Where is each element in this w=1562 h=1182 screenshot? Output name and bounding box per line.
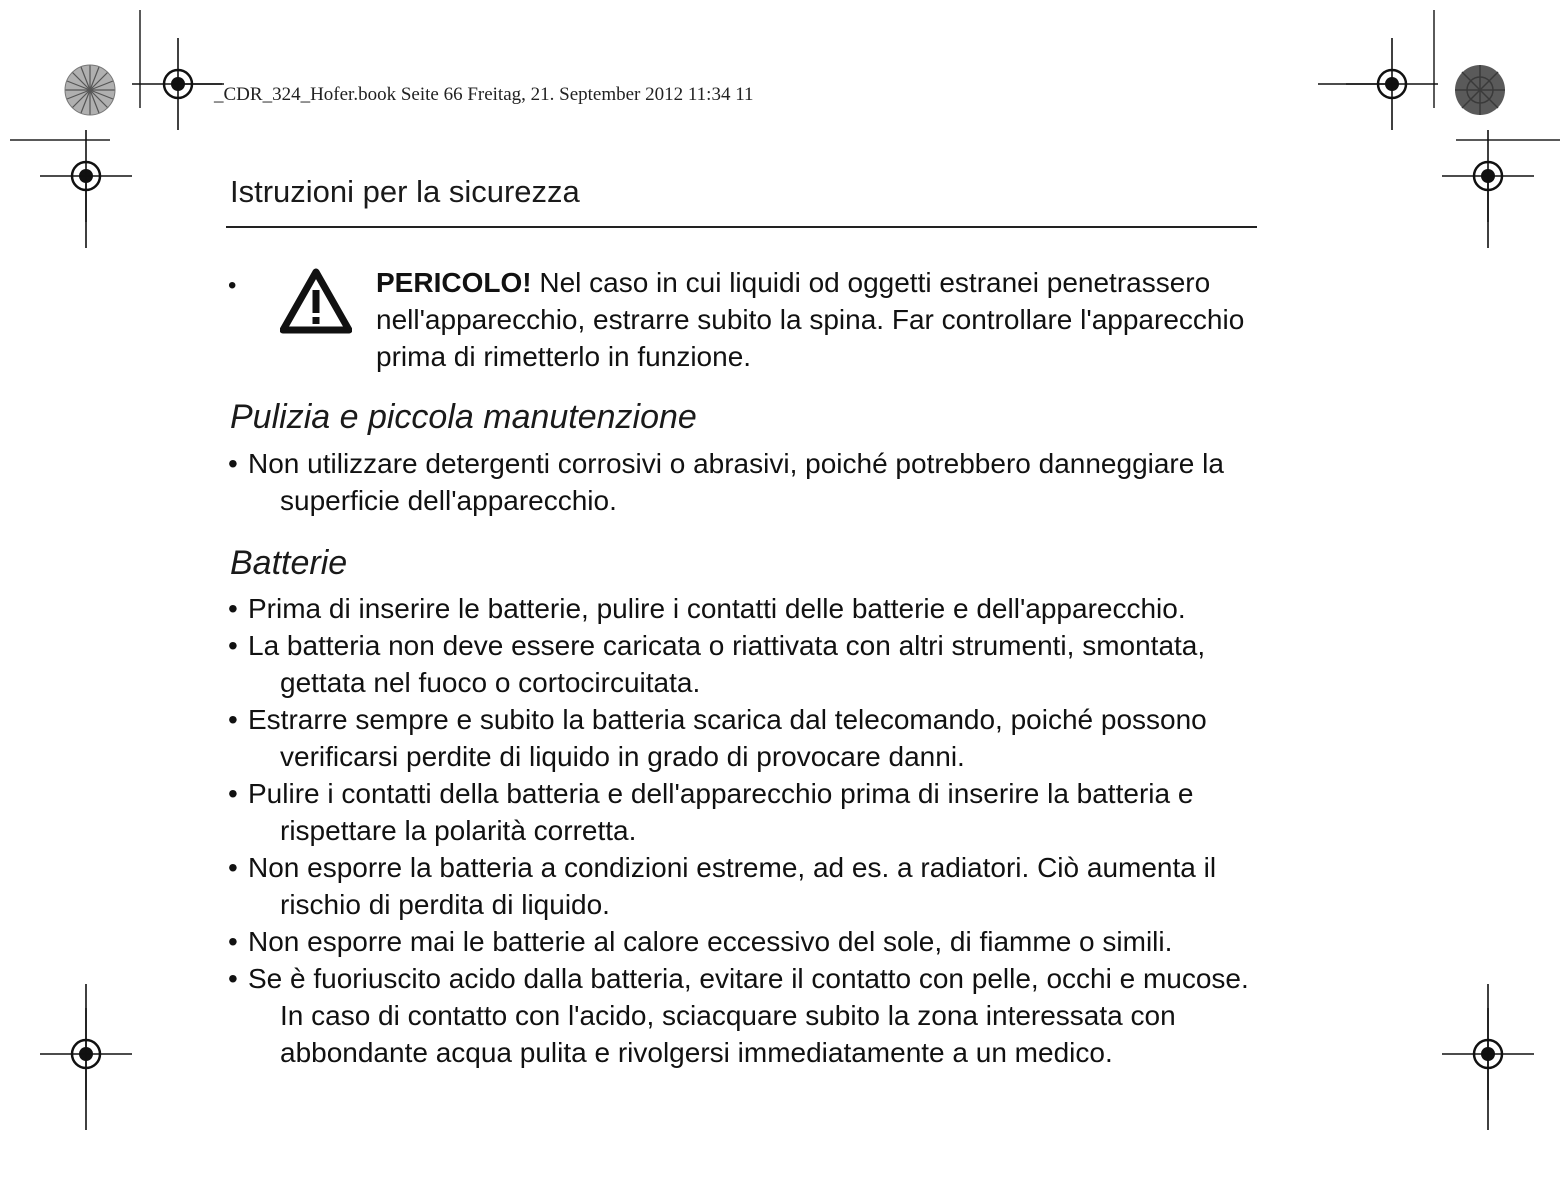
list-item: • Prima di inserire le batterie, pulire i contatti delle batterie e dell'apparecchio. — [228, 593, 1186, 624]
list-item: • Non esporre mai le batterie al calore eccessivo del sole, di fiamme o simili. — [228, 926, 1173, 957]
list-item: • Estrarre sempre e subito la batteria scarica dal telecomando, poiché possono verificarsi perdite di liquido in grado di provocare danni. — [228, 704, 1207, 772]
bullet: • — [228, 272, 237, 299]
list-item: • Non esporre la batteria a condizioni estreme, ad es. a radiatori. Ciò aumenta il rischio di perdita di liquido. — [228, 852, 1217, 920]
warning-body: Nel caso in cui liquidi od oggetti estranei penetrassero nell'apparecchio, estrarre subito la spina. Far controllare l'apparecchio prima di rimetterlo in funzione. — [376, 267, 1245, 372]
warning-text — [376, 264, 1256, 375]
list-item: • Pulire i contatti della batteria e dell'apparecchio prima di inserire la batteria e rispettare la polarità corretta. — [228, 778, 1194, 846]
color-wheel-icon — [1455, 65, 1505, 115]
list-item: • La batteria non deve essere caricata o riattivata con altri strumenti, smontata, gettata nel fuoco o cortocircuitata. — [228, 630, 1206, 698]
page-title: Istruzioni per la sicurezza — [230, 174, 580, 209]
warning-triangle-icon — [280, 268, 352, 334]
list-item: • Non utilizzare detergenti corrosivi o abrasivi, poiché potrebbero danneggiare la superficie dell'apparecchio. — [228, 448, 1224, 516]
print-slug: _CDR_324_Hofer.book Seite 66 Freitag, 21. September 2012 11:34 11 — [214, 84, 754, 105]
title-rule — [226, 226, 1257, 228]
cleaning-list — [228, 445, 1258, 519]
warning-label: PERICOLO! — [376, 267, 532, 298]
section-heading: Pulizia e piccola manutenzione — [230, 398, 697, 436]
list-item: • Se è fuoriuscito acido dalla batteria, evitare il contatto con pelle, occhi e mucose. In caso di contatto con l'acido, sciacquare subito la zona interessata con abbondante acqua pulita e rivolgersi immediatamente a un medico. — [228, 963, 1249, 1068]
section-heading: Batterie — [230, 544, 348, 582]
star-target-icon — [65, 65, 115, 115]
batteries-list — [228, 590, 1258, 1071]
